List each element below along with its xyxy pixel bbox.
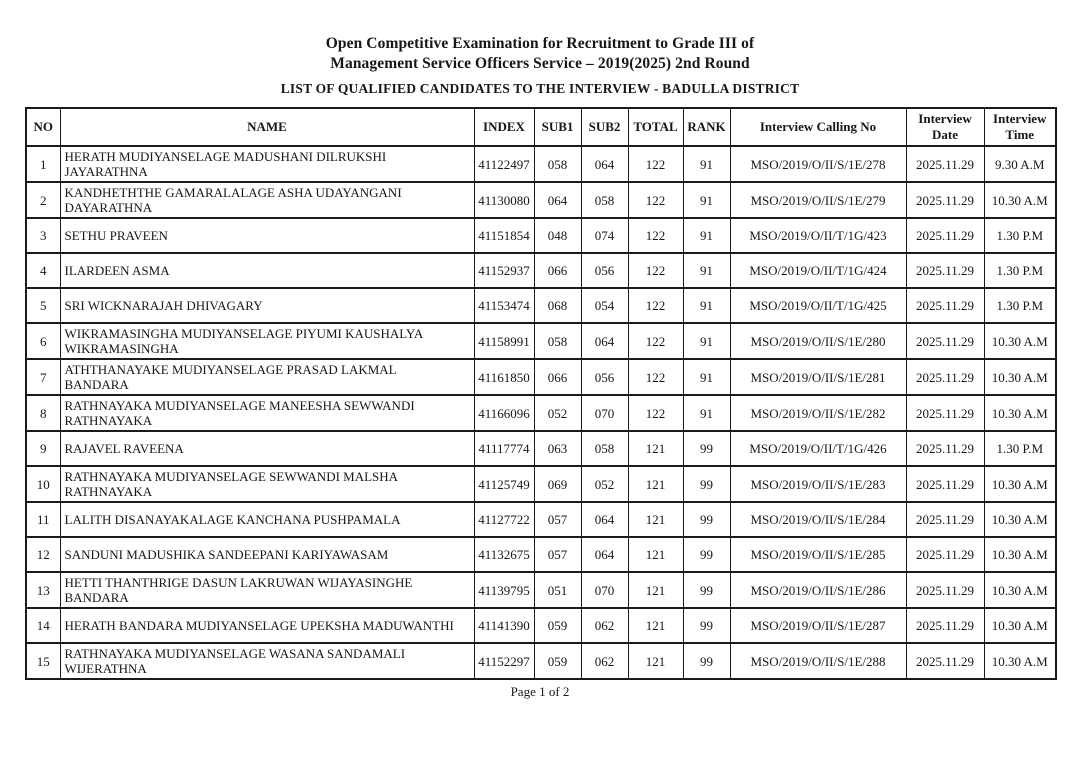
table-cell: 99 <box>683 537 730 572</box>
header-row <box>26 108 1056 146</box>
table-cell: MSO/2019/O/II/S/1E/280 <box>730 323 906 359</box>
table-cell: MSO/2019/O/II/S/1E/282 <box>730 395 906 431</box>
table-cell: 064 <box>581 323 628 359</box>
table-cell: 2025.11.29 <box>906 395 984 431</box>
table-cell: 41151854 <box>474 218 534 253</box>
table-cell: 069 <box>534 466 581 502</box>
table-cell: MSO/2019/O/II/S/1E/283 <box>730 466 906 502</box>
table-cell: 121 <box>628 431 683 466</box>
table-cell: 91 <box>683 359 730 395</box>
table-cell: RAJAVEL RAVEENA <box>60 431 474 466</box>
table-row <box>26 643 1056 679</box>
table-row <box>26 182 1056 218</box>
table-cell: 2025.11.29 <box>906 502 984 537</box>
table-cell: 2025.11.29 <box>906 323 984 359</box>
table-cell: 052 <box>534 395 581 431</box>
table-cell: 062 <box>581 643 628 679</box>
table-cell: RATHNAYAKA MUDIYANSELAGE WASANA SANDAMALI WIJERATHNA <box>60 643 474 679</box>
table-cell: 064 <box>581 146 628 182</box>
table-cell: 91 <box>683 182 730 218</box>
candidates-table-container <box>25 107 1055 680</box>
table-cell: 122 <box>628 395 683 431</box>
table-cell: 12 <box>26 537 60 572</box>
table-row <box>26 502 1056 537</box>
table-cell: 056 <box>581 253 628 288</box>
table-header <box>26 108 1056 146</box>
table-cell: 121 <box>628 572 683 608</box>
table-cell: KANDHETHTHE GAMARALALAGE ASHA UDAYANGANI DAYARATHNA <box>60 182 474 218</box>
table-cell: MSO/2019/O/II/S/1E/286 <box>730 572 906 608</box>
table-row <box>26 608 1056 643</box>
table-cell: 058 <box>581 182 628 218</box>
table-cell: 121 <box>628 608 683 643</box>
table-cell: 062 <box>581 608 628 643</box>
table-cell: 41139795 <box>474 572 534 608</box>
table-cell: MSO/2019/O/II/S/1E/284 <box>730 502 906 537</box>
table-cell: MSO/2019/O/II/T/1G/423 <box>730 218 906 253</box>
table-cell: 7 <box>26 359 60 395</box>
table-cell: 41152937 <box>474 253 534 288</box>
table-cell: 10.30 A.M <box>984 643 1056 679</box>
table-cell: 122 <box>628 253 683 288</box>
table-cell: 2025.11.29 <box>906 253 984 288</box>
table-cell: 057 <box>534 537 581 572</box>
table-cell: 91 <box>683 146 730 182</box>
table-cell: 91 <box>683 218 730 253</box>
table-cell: 2025.11.29 <box>906 359 984 395</box>
table-cell: HERATH BANDARA MUDIYANSELAGE UPEKSHA MADUWANTHI <box>60 608 474 643</box>
table-cell: 5 <box>26 288 60 323</box>
table-cell: 41130080 <box>474 182 534 218</box>
column-header: Interview Time <box>984 108 1056 146</box>
table-cell: 1.30 P.M <box>984 218 1056 253</box>
table-cell: 058 <box>581 431 628 466</box>
table-cell: 91 <box>683 323 730 359</box>
table-cell: 070 <box>581 395 628 431</box>
table-cell: 91 <box>683 395 730 431</box>
table-cell: HERATH MUDIYANSELAGE MADUSHANI DILRUKSHI JAYARATHNA <box>60 146 474 182</box>
table-cell: 051 <box>534 572 581 608</box>
table-cell: 10.30 A.M <box>984 572 1056 608</box>
column-header: Interview Calling No <box>730 108 906 146</box>
table-cell: 2025.11.29 <box>906 466 984 502</box>
column-header: NO <box>26 108 60 146</box>
table-row <box>26 431 1056 466</box>
table-row <box>26 218 1056 253</box>
table-cell: 070 <box>581 572 628 608</box>
table-cell: 064 <box>581 537 628 572</box>
document-header <box>0 0 1080 97</box>
table-cell: 6 <box>26 323 60 359</box>
table-cell: RATHNAYAKA MUDIYANSELAGE SEWWANDI MALSHA RATHNAYAKA <box>60 466 474 502</box>
table-cell: 057 <box>534 502 581 537</box>
table-cell: 2025.11.29 <box>906 288 984 323</box>
table-cell: 2025.11.29 <box>906 146 984 182</box>
table-cell: 1.30 P.M <box>984 431 1056 466</box>
table-cell: 10 <box>26 466 60 502</box>
table-cell: 121 <box>628 502 683 537</box>
table-cell: 99 <box>683 608 730 643</box>
table-cell: MSO/2019/O/II/T/1G/425 <box>730 288 906 323</box>
table-cell: 3 <box>26 218 60 253</box>
table-cell: 2025.11.29 <box>906 608 984 643</box>
table-cell: MSO/2019/O/II/S/1E/285 <box>730 537 906 572</box>
table-cell: 10.30 A.M <box>984 466 1056 502</box>
table-cell: 122 <box>628 182 683 218</box>
table-cell: 41132675 <box>474 537 534 572</box>
table-cell: 13 <box>26 572 60 608</box>
table-cell: 10.30 A.M <box>984 323 1056 359</box>
table-cell: 14 <box>26 608 60 643</box>
table-cell: MSO/2019/O/II/S/1E/279 <box>730 182 906 218</box>
table-cell: SRI WICKNARAJAH DHIVAGARY <box>60 288 474 323</box>
candidates-table <box>25 107 1057 680</box>
column-header: NAME <box>60 108 474 146</box>
table-cell: 066 <box>534 253 581 288</box>
table-cell: 048 <box>534 218 581 253</box>
title-line-2: Management Service Officers Service – 2019(2025) 2nd Round <box>330 55 750 72</box>
table-cell: 10.30 A.M <box>984 502 1056 537</box>
table-cell: MSO/2019/O/II/S/1E/288 <box>730 643 906 679</box>
table-cell: 10.30 A.M <box>984 537 1056 572</box>
table-cell: 2025.11.29 <box>906 572 984 608</box>
column-header: Interview Date <box>906 108 984 146</box>
table-cell: 059 <box>534 643 581 679</box>
table-cell: 41117774 <box>474 431 534 466</box>
table-cell: 41152297 <box>474 643 534 679</box>
table-cell: 41122497 <box>474 146 534 182</box>
table-cell: 2025.11.29 <box>906 643 984 679</box>
table-cell: 41141390 <box>474 608 534 643</box>
table-cell: HETTI THANTHRIGE DASUN LAKRUWAN WIJAYASINGHE BANDARA <box>60 572 474 608</box>
table-cell: 10.30 A.M <box>984 182 1056 218</box>
table-cell: 121 <box>628 466 683 502</box>
table-cell: 9 <box>26 431 60 466</box>
table-cell: 063 <box>534 431 581 466</box>
table-cell: RATHNAYAKA MUDIYANSELAGE MANEESHA SEWWANDI RATHNAYAKA <box>60 395 474 431</box>
table-cell: 068 <box>534 288 581 323</box>
table-cell: 122 <box>628 146 683 182</box>
table-cell: 4 <box>26 253 60 288</box>
table-cell: MSO/2019/O/II/S/1E/287 <box>730 608 906 643</box>
column-header: TOTAL <box>628 108 683 146</box>
table-cell: ATHTHANAYAKE MUDIYANSELAGE PRASAD LAKMAL BANDARA <box>60 359 474 395</box>
column-header: INDEX <box>474 108 534 146</box>
table-cell: 8 <box>26 395 60 431</box>
table-cell: 10.30 A.M <box>984 608 1056 643</box>
table-row <box>26 466 1056 502</box>
column-header: SUB1 <box>534 108 581 146</box>
table-cell: 99 <box>683 431 730 466</box>
table-cell: SANDUNI MADUSHIKA SANDEEPANI KARIYAWASAM <box>60 537 474 572</box>
table-cell: 052 <box>581 466 628 502</box>
table-cell: 10.30 A.M <box>984 359 1056 395</box>
table-row <box>26 288 1056 323</box>
table-cell: MSO/2019/O/II/T/1G/426 <box>730 431 906 466</box>
table-cell: 059 <box>534 608 581 643</box>
table-cell: MSO/2019/O/II/S/1E/281 <box>730 359 906 395</box>
table-cell: 058 <box>534 146 581 182</box>
table-body <box>26 146 1056 679</box>
table-cell: 15 <box>26 643 60 679</box>
table-cell: ILARDEEN ASMA <box>60 253 474 288</box>
table-row <box>26 572 1056 608</box>
table-cell: 99 <box>683 502 730 537</box>
table-cell: 99 <box>683 466 730 502</box>
table-cell: 41166096 <box>474 395 534 431</box>
table-cell: 058 <box>534 323 581 359</box>
table-cell: 41127722 <box>474 502 534 537</box>
table-cell: 121 <box>628 643 683 679</box>
table-cell: 122 <box>628 218 683 253</box>
table-cell: 41158991 <box>474 323 534 359</box>
table-cell: 2025.11.29 <box>906 182 984 218</box>
table-cell: WIKRAMASINGHA MUDIYANSELAGE PIYUMI KAUSHALYA WIKRAMASINGHA <box>60 323 474 359</box>
table-cell: 41125749 <box>474 466 534 502</box>
table-cell: 99 <box>683 572 730 608</box>
table-cell: 1 <box>26 146 60 182</box>
table-cell: 1.30 P.M <box>984 288 1056 323</box>
table-cell: 064 <box>534 182 581 218</box>
title-line-1: Open Competitive Examination for Recruitment to Grade III of <box>325 35 755 52</box>
table-cell: 1.30 P.M <box>984 253 1056 288</box>
table-cell: 2025.11.29 <box>906 431 984 466</box>
table-cell: 2025.11.29 <box>906 537 984 572</box>
table-cell: 122 <box>628 359 683 395</box>
table-cell: 122 <box>628 323 683 359</box>
table-cell: 41153474 <box>474 288 534 323</box>
table-cell: 064 <box>581 502 628 537</box>
table-cell: 121 <box>628 537 683 572</box>
table-cell: 99 <box>683 643 730 679</box>
table-row <box>26 323 1056 359</box>
table-cell: 2025.11.29 <box>906 218 984 253</box>
table-cell: 054 <box>581 288 628 323</box>
table-cell: 056 <box>581 359 628 395</box>
table-cell: 9.30 A.M <box>984 146 1056 182</box>
table-row <box>26 395 1056 431</box>
table-cell: 2 <box>26 182 60 218</box>
table-cell: 122 <box>628 288 683 323</box>
table-row <box>26 359 1056 395</box>
table-row <box>26 537 1056 572</box>
table-cell: MSO/2019/O/II/T/1G/424 <box>730 253 906 288</box>
page-number-label: Page 1 of 2 <box>510 684 570 699</box>
column-header: SUB2 <box>581 108 628 146</box>
table-row <box>26 253 1056 288</box>
table-row <box>26 146 1056 182</box>
table-cell: 10.30 A.M <box>984 395 1056 431</box>
table-cell: 41161850 <box>474 359 534 395</box>
table-cell: 11 <box>26 502 60 537</box>
table-cell: 074 <box>581 218 628 253</box>
table-cell: MSO/2019/O/II/S/1E/278 <box>730 146 906 182</box>
table-cell: 91 <box>683 253 730 288</box>
table-cell: 91 <box>683 288 730 323</box>
column-header: RANK <box>683 108 730 146</box>
table-cell: LALITH DISANAYAKALAGE KANCHANA PUSHPAMALA <box>60 502 474 537</box>
list-subtitle: LIST OF QUALIFIED CANDIDATES TO THE INTERVIEW - BADULLA DISTRICT <box>280 81 800 96</box>
table-cell: 066 <box>534 359 581 395</box>
table-cell: SETHU PRAVEEN <box>60 218 474 253</box>
